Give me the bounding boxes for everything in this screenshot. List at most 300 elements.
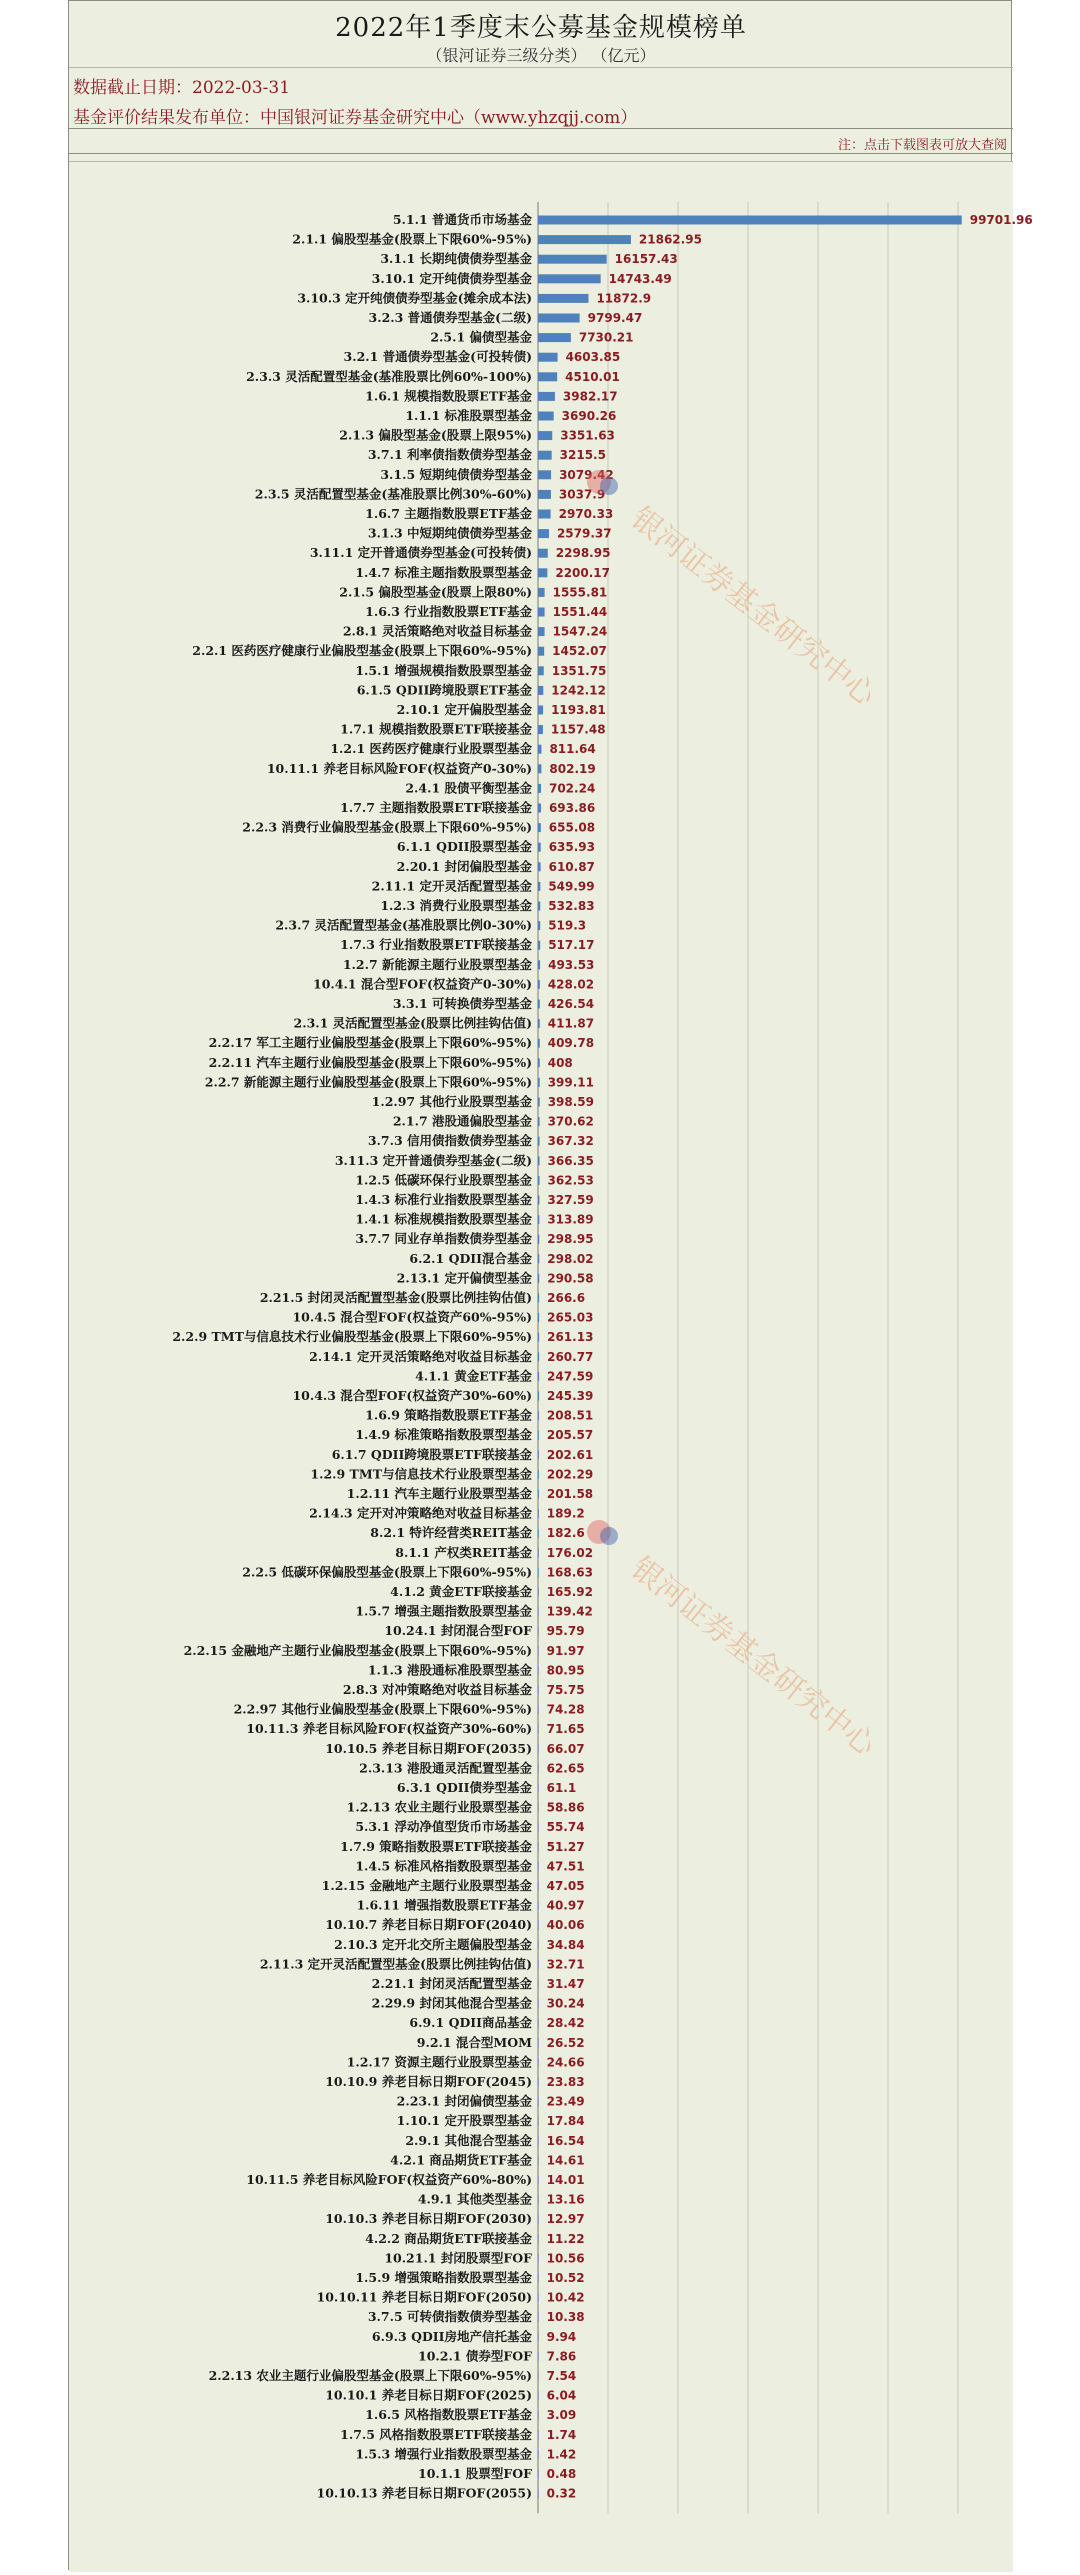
bar xyxy=(538,1784,539,1793)
category-label: 2.2.1 医药医疗健康行业偏股型基金(股票上下限60%-95%) xyxy=(192,643,532,659)
value-label: 91.97 xyxy=(546,1643,585,1658)
category-label: 2.13.1 定开偏债型基金 xyxy=(396,1270,532,1286)
bar xyxy=(538,2156,539,2165)
category-label: 10.21.1 封闭股票型FOF xyxy=(384,2250,532,2266)
category-label: 10.11.3 养老目标风险FOF(权益资产30%-60%) xyxy=(246,1721,532,1737)
bar xyxy=(538,1921,539,1930)
value-label: 189.2 xyxy=(546,1506,585,1521)
category-label: 1.5.3 增强行业指数股票型基金 xyxy=(355,2446,532,2462)
value-label: 399.11 xyxy=(547,1075,595,1090)
category-label: 10.10.3 养老目标日期FOF(2030) xyxy=(325,2211,532,2227)
bar xyxy=(538,1823,539,1832)
category-label: 6.1.5 QDII跨境股票ETF基金 xyxy=(356,682,532,698)
value-label: 0.48 xyxy=(546,2467,577,2481)
category-label: 2.11.3 定开灵活配置型基金(股票比例挂钩估值) xyxy=(259,1956,532,1972)
bar xyxy=(538,1686,539,1695)
category-label: 1.2.5 低碳环保行业股票型基金 xyxy=(355,1172,532,1188)
bar xyxy=(538,1098,540,1107)
bar xyxy=(538,804,541,813)
bar xyxy=(538,1333,539,1342)
bar xyxy=(538,1058,540,1067)
value-label: 265.03 xyxy=(547,1310,594,1325)
value-label: 1193.81 xyxy=(551,703,606,717)
value-label: 40.06 xyxy=(546,1918,585,1933)
value-label: 26.52 xyxy=(546,2035,585,2050)
value-label: 802.19 xyxy=(549,761,596,776)
value-label: 182.6 xyxy=(546,1526,585,1541)
category-label: 1.2.15 金融地产主题行业股票型基金 xyxy=(321,1878,532,1893)
bar xyxy=(538,823,541,832)
value-label: 168.63 xyxy=(546,1565,594,1580)
category-label: 3.2.3 普通债券型基金(二级) xyxy=(368,310,532,325)
bar xyxy=(538,1078,540,1087)
bar xyxy=(538,1568,539,1577)
bar xyxy=(538,568,547,577)
bar xyxy=(538,706,543,715)
category-label: 4.1.1 黄金ETF基金 xyxy=(415,1368,532,1384)
watermark-logo xyxy=(600,477,618,495)
bar xyxy=(538,1980,539,1989)
category-label: 1.5.9 增强策略指数股票型基金 xyxy=(355,2270,532,2285)
value-label: 10.56 xyxy=(546,2251,585,2266)
category-label: 10.24.1 封闭混合型FOF xyxy=(384,1623,532,1639)
bar xyxy=(538,216,962,225)
category-label: 2.21.5 封闭灵活配置型基金(股票比例挂钩估值) xyxy=(259,1290,532,1305)
category-label: 1.4.5 标准风格指数股票型基金 xyxy=(355,1858,532,1874)
bar xyxy=(538,2234,539,2243)
category-label: 2.2.11 汽车主题行业偏股型基金(股票上下限60%-95%) xyxy=(208,1054,532,1070)
value-label: 411.87 xyxy=(547,1016,595,1031)
value-label: 55.74 xyxy=(546,1820,585,1835)
bar xyxy=(538,1313,539,1322)
category-label: 1.2.7 新能源主题行业股票型基金 xyxy=(342,956,532,972)
category-label: 1.2.97 其他行业股票型基金 xyxy=(371,1094,532,1109)
bar xyxy=(538,960,540,969)
bar xyxy=(538,588,545,597)
bar xyxy=(538,2332,539,2341)
category-label: 3.10.1 定开纯债债券型基金 xyxy=(371,270,532,286)
category-label: 3.1.5 短期纯债债券型基金 xyxy=(380,466,532,482)
bar xyxy=(538,941,540,950)
category-label: 1.2.13 农业主题行业股票型基金 xyxy=(346,1799,532,1815)
value-label: 16157.43 xyxy=(614,252,678,267)
value-label: 426.54 xyxy=(547,997,595,1011)
category-label: 6.1.1 QDII股票型基金 xyxy=(396,839,532,855)
value-label: 17.84 xyxy=(546,2114,585,2129)
bar xyxy=(538,1117,540,1126)
value-label: 95.79 xyxy=(546,1624,585,1639)
category-label: 1.4.7 标准主题指数股票型基金 xyxy=(355,564,532,580)
category-label: 2.2.17 军工主题行业偏股型基金(股票上下限60%-95%) xyxy=(208,1035,532,1051)
bar xyxy=(538,902,540,911)
bar xyxy=(538,2019,539,2028)
category-label: 1.7.5 风格指数股票ETF联接基金 xyxy=(340,2426,532,2442)
value-label: 327.59 xyxy=(547,1193,594,1207)
category-label: 10.1.1 股票型FOF xyxy=(418,2466,532,2481)
category-label: 2.3.5 灵活配置型基金(基准股票比例30%-60%) xyxy=(254,486,532,502)
bar xyxy=(538,1666,539,1675)
value-label: 23.49 xyxy=(546,2094,585,2109)
category-label: 3.7.3 信用债指数债券型基金 xyxy=(367,1133,532,1149)
bar xyxy=(538,725,543,734)
bar xyxy=(538,2293,539,2302)
category-label: 1.1.1 标准股票型基金 xyxy=(405,408,532,423)
bar xyxy=(538,2058,539,2067)
bar xyxy=(538,921,540,930)
category-label: 10.4.1 混合型FOF(权益资产0-30%) xyxy=(313,976,532,992)
bar xyxy=(538,1294,539,1303)
value-label: 6.04 xyxy=(546,2388,577,2403)
bar xyxy=(538,2450,539,2459)
value-label: 7.86 xyxy=(546,2349,577,2364)
value-label: 28.42 xyxy=(546,2016,585,2031)
category-label: 2.14.1 定开灵活策略绝对收益目标基金 xyxy=(309,1348,532,1364)
category-label: 1.5.7 增强主题指数股票型基金 xyxy=(355,1603,532,1619)
value-label: 139.42 xyxy=(546,1604,593,1619)
category-label: 2.8.3 对冲策略绝对收益目标基金 xyxy=(342,1682,532,1697)
value-label: 635.93 xyxy=(548,840,596,855)
category-label: 10.10.9 养老目标日期FOF(2045) xyxy=(325,2074,532,2089)
value-label: 1242.12 xyxy=(551,683,606,698)
value-label: 811.64 xyxy=(549,742,596,757)
value-label: 202.29 xyxy=(546,1467,594,1482)
category-label: 2.2.15 金融地产主题行业偏股型基金(股票上下限60%-95%) xyxy=(183,1642,532,1658)
bar xyxy=(538,608,545,617)
category-label: 3.1.3 中短期纯债债券型基金 xyxy=(367,525,532,541)
bar xyxy=(538,1470,539,1479)
category-label: 3.11.3 定开普通债券型基金(二级) xyxy=(334,1152,532,1168)
value-label: 610.87 xyxy=(548,859,595,874)
value-label: 409.78 xyxy=(547,1036,595,1051)
bar xyxy=(538,2411,539,2420)
value-label: 1.42 xyxy=(546,2447,577,2462)
bar xyxy=(538,294,588,303)
category-label: 1.6.11 增强指数股票ETF基金 xyxy=(356,1897,532,1913)
value-label: 14743.49 xyxy=(608,271,672,286)
category-label: 10.10.11 养老目标日期FOF(2050) xyxy=(316,2289,532,2305)
bar xyxy=(538,2215,539,2224)
category-label: 2.11.1 定开灵活配置型基金 xyxy=(371,878,532,894)
category-label: 2.1.3 偏股型基金(股票上限95%) xyxy=(339,427,532,443)
category-label: 3.7.5 可转债指数债券型基金 xyxy=(367,2309,532,2325)
value-label: 75.75 xyxy=(546,1683,585,1697)
bar xyxy=(538,1274,539,1283)
divider xyxy=(69,153,1013,154)
value-label: 519.3 xyxy=(548,918,587,933)
bar xyxy=(538,980,540,989)
category-label: 1.1.3 港股通标准股票型基金 xyxy=(367,1662,532,1678)
value-label: 14.61 xyxy=(546,2153,585,2168)
category-label: 1.6.5 风格指数股票ETF基金 xyxy=(365,2407,532,2423)
category-label: 10.11.1 养老目标风险FOF(权益资产0-30%) xyxy=(266,760,532,776)
category-label: 2.5.1 偏债型基金 xyxy=(430,329,532,345)
value-label: 261.13 xyxy=(547,1330,594,1345)
bar xyxy=(538,1940,539,1949)
category-label: 2.4.1 股债平衡型基金 xyxy=(405,780,532,796)
value-label: 7730.21 xyxy=(578,330,634,345)
value-label: 34.84 xyxy=(546,1937,585,1952)
bar xyxy=(538,412,554,421)
bar xyxy=(538,2391,539,2400)
value-label: 71.65 xyxy=(546,1722,585,1737)
category-label: 2.8.1 灵活策略绝对收益目标基金 xyxy=(342,623,532,639)
bar xyxy=(538,2195,539,2204)
category-label: 10.10.1 养老目标日期FOF(2025) xyxy=(325,2387,532,2403)
value-label: 205.57 xyxy=(546,1428,594,1443)
value-label: 30.24 xyxy=(546,1996,585,2011)
value-label: 3215.5 xyxy=(559,448,606,463)
category-label: 3.3.1 可转换债券型基金 xyxy=(392,996,532,1011)
category-label: 1.7.1 规模指数股票ETF联接基金 xyxy=(340,721,532,737)
value-label: 2200.17 xyxy=(555,565,611,580)
category-label: 6.2.1 QDII混合基金 xyxy=(409,1250,532,1266)
bar xyxy=(538,549,548,558)
bar xyxy=(538,2274,539,2283)
category-label: 2.10.3 定开北交所主题偏股型基金 xyxy=(334,1936,532,1952)
category-label: 2.23.1 封闭偏债型基金 xyxy=(396,2093,532,2109)
bar xyxy=(538,1627,539,1636)
bar xyxy=(538,2078,539,2087)
category-label: 2.20.1 封闭偏股型基金 xyxy=(396,858,532,874)
value-label: 4510.01 xyxy=(565,369,620,384)
category-label: 2.1.1 偏股型基金(股票上下限60%-95%) xyxy=(292,231,532,247)
report-frame xyxy=(68,0,1033,2570)
category-label: 2.2.7 新能源主题行业偏股型基金(股票上下限60%-95%) xyxy=(204,1074,532,1090)
value-label: 13.16 xyxy=(546,2192,585,2207)
divider xyxy=(69,67,1013,68)
page-subtitle: （银河证券三级分类） （亿元） xyxy=(426,46,656,65)
bar xyxy=(538,392,555,401)
value-label: 3037.9 xyxy=(558,487,606,502)
value-label: 693.86 xyxy=(548,801,596,815)
category-label: 4.9.1 其他类型基金 xyxy=(417,2191,532,2207)
value-label: 10.42 xyxy=(546,2290,585,2305)
value-label: 62.65 xyxy=(546,1761,585,1776)
bar xyxy=(538,451,552,460)
bar xyxy=(538,2176,539,2185)
value-label: 290.58 xyxy=(547,1271,594,1286)
bar xyxy=(538,1901,539,1910)
watermark: 银河证券基金研究中心 xyxy=(624,1550,883,1764)
value-label: 3079.42 xyxy=(559,467,614,482)
bar-chart xyxy=(69,162,1033,2572)
bar xyxy=(538,431,552,440)
bar xyxy=(538,2470,539,2479)
bar xyxy=(538,274,601,283)
bar xyxy=(538,2352,539,2361)
category-label: 2.10.1 定开偏股型基金 xyxy=(396,702,532,717)
category-label: 10.10.7 养老目标日期FOF(2040) xyxy=(325,1917,532,1933)
value-label: 245.39 xyxy=(547,1389,594,1403)
category-label: 1.6.1 规模指数股票ETF基金 xyxy=(365,388,532,404)
category-label: 3.7.1 利率债指数债券型基金 xyxy=(367,447,532,463)
category-label: 5.1.1 普通货币市场基金 xyxy=(392,212,532,227)
category-label: 6.9.1 QDII商品基金 xyxy=(409,2015,532,2031)
bar xyxy=(538,1352,539,1361)
page-title: 2022年1季度末公募基金规模榜单 xyxy=(335,13,747,43)
value-label: 2579.37 xyxy=(556,526,612,541)
chart-area xyxy=(69,161,1033,2572)
value-label: 11.22 xyxy=(546,2231,585,2246)
value-label: 23.83 xyxy=(546,2075,585,2089)
bar xyxy=(538,2038,539,2047)
value-label: 398.59 xyxy=(547,1095,595,1109)
value-label: 61.1 xyxy=(546,1781,577,1795)
bar xyxy=(538,1215,539,1224)
bar xyxy=(538,2097,539,2106)
value-label: 0.32 xyxy=(546,2486,577,2501)
bar xyxy=(538,1039,540,1048)
value-label: 266.6 xyxy=(547,1291,586,1305)
value-label: 32.71 xyxy=(546,1957,585,1972)
bar xyxy=(538,2372,539,2381)
bar xyxy=(538,1156,540,1165)
value-label: 493.53 xyxy=(548,957,595,972)
value-label: 21862.95 xyxy=(638,232,702,247)
data-cutoff-date: 数据截止日期：2022-03-31 xyxy=(73,78,291,98)
value-label: 74.28 xyxy=(546,1702,585,1717)
bar xyxy=(538,1431,539,1440)
bar xyxy=(538,2313,539,2322)
divider xyxy=(69,128,1013,129)
bar xyxy=(538,1196,539,1205)
bar xyxy=(538,353,558,362)
bar xyxy=(538,1607,539,1616)
bar xyxy=(538,372,557,381)
bar xyxy=(538,2430,539,2439)
category-label: 1.5.1 增强规模指数股票型基金 xyxy=(355,662,532,678)
category-label: 3.1.1 长期纯债债券型基金 xyxy=(380,251,532,267)
category-label: 4.2.1 商品期货ETF基金 xyxy=(390,2152,532,2168)
category-label: 8.1.1 产权类REIT基金 xyxy=(395,1544,532,1560)
value-label: 66.07 xyxy=(546,1741,585,1756)
value-label: 408 xyxy=(547,1055,573,1070)
value-label: 7.54 xyxy=(546,2369,577,2383)
value-label: 362.53 xyxy=(547,1173,594,1188)
value-label: 1547.24 xyxy=(552,624,608,639)
bar xyxy=(538,1960,539,1969)
value-label: 58.86 xyxy=(546,1800,585,1815)
category-label: 1.7.3 行业指数股票ETF联接基金 xyxy=(340,937,532,953)
bar xyxy=(538,490,551,499)
bar xyxy=(538,764,541,773)
bar xyxy=(538,1137,540,1146)
category-label: 3.10.3 定开纯债债券型基金(摊余成本法) xyxy=(297,290,532,306)
value-label: 47.05 xyxy=(546,1879,585,1893)
bar xyxy=(538,882,540,891)
category-label: 1.4.3 标准行业指数股票型基金 xyxy=(355,1192,532,1207)
value-label: 549.99 xyxy=(548,879,595,894)
bar xyxy=(538,1705,539,1714)
value-label: 9799.47 xyxy=(587,311,643,325)
category-label: 1.6.7 主题指数股票ETF基金 xyxy=(365,506,532,521)
category-label: 2.2.13 农业主题行业偏股型基金(股票上下限60%-95%) xyxy=(208,2368,532,2383)
value-label: 51.27 xyxy=(546,1839,585,1854)
category-label: 2.1.5 偏股型基金(股票上限80%) xyxy=(339,584,532,600)
category-label: 6.1.7 QDII跨境股票ETF联接基金 xyxy=(331,1446,532,1462)
category-label: 9.2.1 混合型MOM xyxy=(416,2034,532,2050)
category-label: 2.2.9 TMT与信息技术行业偏股型基金(股票上下限60%-95%) xyxy=(172,1329,532,1345)
value-label: 517.17 xyxy=(548,938,595,953)
value-label: 1.74 xyxy=(546,2427,577,2442)
value-label: 208.51 xyxy=(546,1408,594,1423)
value-label: 366.35 xyxy=(547,1153,594,1168)
value-label: 202.61 xyxy=(546,1447,594,1462)
value-label: 1452.07 xyxy=(552,644,607,659)
category-label: 1.6.9 策略指数股票ETF基金 xyxy=(365,1407,532,1423)
bar xyxy=(538,1646,539,1655)
value-label: 3.09 xyxy=(546,2408,577,2423)
category-label: 2.3.1 灵活配置型基金(股票比例挂钩估值) xyxy=(293,1015,532,1031)
value-label: 31.47 xyxy=(546,1977,585,1991)
bar xyxy=(538,1744,539,1753)
category-label: 6.9.3 QDII房地产信托基金 xyxy=(371,2328,532,2344)
bar xyxy=(538,1725,539,1734)
value-label: 176.02 xyxy=(546,1545,594,1560)
bar xyxy=(538,2117,539,2126)
bar xyxy=(538,255,607,264)
bar xyxy=(538,529,549,538)
value-label: 1351.75 xyxy=(551,663,607,678)
bar xyxy=(538,1862,539,1871)
bar xyxy=(538,1548,539,1557)
watermark-logo xyxy=(600,1527,618,1545)
category-label: 2.3.13 港股通灵活配置型基金 xyxy=(359,1760,532,1776)
value-label: 14.01 xyxy=(546,2173,585,2187)
bar xyxy=(538,1529,539,1538)
category-label: 4.1.2 黄金ETF联接基金 xyxy=(390,1584,532,1599)
category-label: 1.2.17 资源主题行业股票型基金 xyxy=(346,2054,532,2070)
category-label: 5.3.1 浮动净值型货币市场基金 xyxy=(355,1819,532,1835)
bar xyxy=(538,1842,539,1851)
category-label: 4.2.2 商品期货ETF联接基金 xyxy=(365,2230,532,2246)
bar xyxy=(538,1509,539,1518)
category-label: 2.29.9 封闭其他混合型基金 xyxy=(371,1995,532,2011)
category-label: 1.4.9 标准策略指数股票型基金 xyxy=(355,1427,532,1443)
value-label: 47.51 xyxy=(546,1859,585,1874)
value-label: 165.92 xyxy=(546,1585,594,1599)
category-label: 10.10.13 养老目标日期FOF(2055) xyxy=(316,2485,532,2501)
bar xyxy=(538,686,543,695)
value-label: 1157.48 xyxy=(550,722,606,737)
bar xyxy=(538,235,631,244)
value-label: 80.95 xyxy=(546,1663,585,1678)
value-label: 428.02 xyxy=(547,977,595,992)
bar xyxy=(538,2136,539,2145)
bar xyxy=(538,1764,539,1773)
download-note: 注：点击下载图表可放大查阅 xyxy=(837,138,1007,153)
category-label: 1.4.1 标准规模指数股票型基金 xyxy=(355,1211,532,1227)
bar xyxy=(538,627,545,636)
value-label: 99701.96 xyxy=(969,213,1033,227)
value-label: 702.24 xyxy=(548,781,596,796)
value-label: 11872.9 xyxy=(596,291,652,306)
category-label: 2.2.97 其他行业偏股型基金(股票上下限60%-95%) xyxy=(233,1701,532,1717)
value-label: 10.52 xyxy=(546,2271,585,2285)
category-label: 1.10.1 定开股票型基金 xyxy=(396,2113,532,2129)
value-label: 298.95 xyxy=(547,1232,594,1247)
value-label: 1551.44 xyxy=(552,605,608,619)
bar xyxy=(538,1176,540,1185)
category-label: 1.2.11 汽车主题行业股票型基金 xyxy=(346,1486,532,1501)
value-label: 201.58 xyxy=(546,1487,594,1501)
value-label: 367.32 xyxy=(547,1134,594,1149)
category-label: 2.14.3 定开对冲策略绝对收益目标基金 xyxy=(309,1505,532,1521)
category-label: 8.2.1 特许经营类REIT基金 xyxy=(370,1525,532,1541)
value-label: 16.54 xyxy=(546,2133,585,2148)
category-label: 1.7.7 主题指数股票ETF联接基金 xyxy=(340,800,532,815)
value-label: 2970.33 xyxy=(558,507,614,521)
